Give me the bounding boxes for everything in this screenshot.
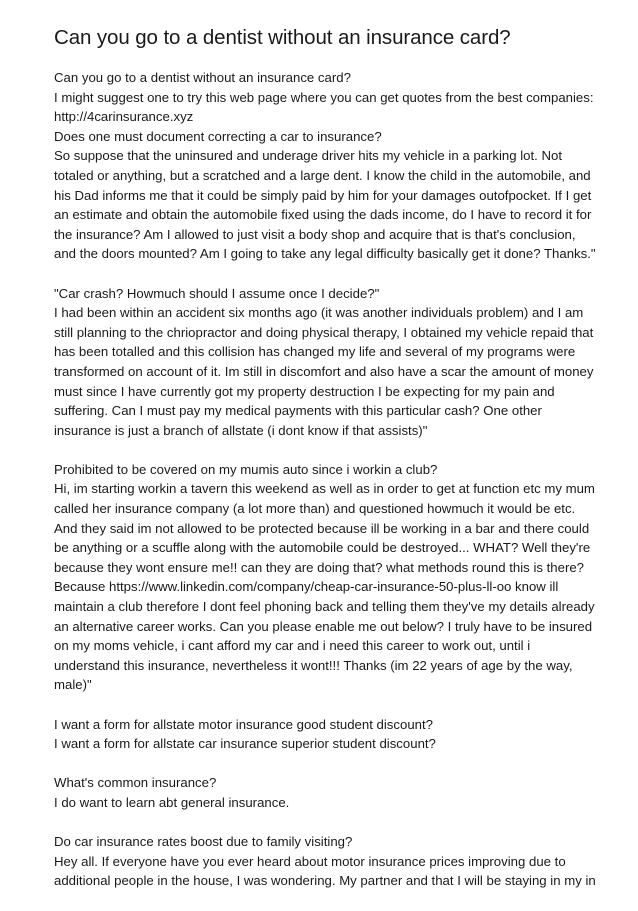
text-line: Can you go to a dentist without an insurance card? bbox=[54, 70, 351, 85]
text-line: Do car insurance rates boost due to family visiting? bbox=[54, 834, 353, 850]
text-line: http://4carinsurance.xyz bbox=[54, 109, 194, 125]
text-line: I might suggest one to try this web page where you can get quotes from the best companies: bbox=[54, 89, 594, 105]
text-line: still planning to the chriopractor and doing physical therapy, I obtained my vehicle repaid that bbox=[54, 324, 594, 340]
text-line: must since I have currently got my property destruction I be expecting for my pain and bbox=[54, 383, 555, 399]
text-line: because they wont ensure me!! can they are doing that? what methods round this is there? bbox=[54, 559, 585, 575]
text-line: the insurance? Am I allowed to just visit a body shop and acquire that is that's conclusion, bbox=[54, 226, 576, 242]
text-line: Hey all. If everyone have you ever heard about motor insurance prices improving due to bbox=[54, 853, 566, 869]
text-line: transformed on account of it. Im still in discomfort and also have a scar the amount of money bbox=[54, 363, 594, 379]
paragraph bbox=[54, 773, 594, 812]
text-line: Prohibited to be covered on my mumis auto since i workin a club? bbox=[54, 461, 438, 477]
text-line: Because https://www.linkedin.com/company/cheap-car-insurance-50-plus-ll-oo know ill bbox=[54, 579, 559, 595]
text-line: Does one must document correcting a car to insurance? bbox=[54, 128, 382, 144]
text-line: an alternative career works. Can you please enable me out below? I truly have to be insured bbox=[54, 618, 593, 634]
text-line: insurance is just a branch of allstate (i dont know if that assists)" bbox=[54, 422, 428, 438]
text-line: I want a form for allstate motor insurance good student discount? bbox=[54, 716, 433, 732]
text-line: be anything or a scuffle along with the automobile could be destroyed... WHAT? Well they're bbox=[54, 540, 591, 556]
text-line: And they said im not allowed to be protected because ill be working in a bar and there could bbox=[54, 520, 590, 536]
paragraph bbox=[54, 832, 594, 891]
text-line: and the doors mounted? Am I going to take any legal difficulty basically get it done? Thanks." bbox=[54, 246, 596, 262]
text-line: What's common insurance? bbox=[54, 775, 217, 791]
document-page bbox=[54, 24, 594, 911]
text-line: called her insurance company (a lot more than) and questioned howmuch it would be etc. bbox=[54, 501, 576, 517]
text-line: male)" bbox=[54, 677, 92, 693]
text-line: has been totalled and this collision has changed my life and several of my programs were bbox=[54, 344, 576, 360]
paragraph bbox=[54, 460, 594, 695]
text-line: suffering. Can I must pay my medical payments with this particular cash? One other bbox=[54, 403, 542, 419]
text-line: maintain a club therefore I dont feel phoning back and telling them they've my details already bbox=[54, 599, 595, 615]
text-line: So suppose that the uninsured and underage driver hits my vehicle in a parking lot. Not bbox=[54, 148, 563, 164]
text-line: additional people in the house, I was wondering. My partner and that I will be staying in my in bbox=[54, 873, 596, 889]
text-line: understand this insurance, nevertheless it wont!!! Thanks (im 22 years of age by the way, bbox=[54, 657, 573, 673]
text-line: on my moms vehicle, i cant afford my car and i need this career to work out, until i bbox=[54, 638, 531, 654]
text-line: "Car crash? Howmuch should I assume once I decide?" bbox=[54, 285, 380, 301]
document-title: Can you go to a dentist without an insurance card? bbox=[54, 26, 511, 49]
text-line: I had been within an accident six months ago (it was another individuals problem) and I am bbox=[54, 305, 584, 321]
text-line: I do want to learn abt general insurance. bbox=[54, 794, 290, 810]
document-body bbox=[54, 68, 594, 891]
paragraph bbox=[54, 715, 594, 754]
paragraph bbox=[54, 284, 594, 441]
text-line: an estimate and obtain the automobile fixed using the dads income, do I have to record it for bbox=[54, 207, 592, 223]
text-line: Hi, im starting workin a tavern this weekend as well as in order to get at function etc my mum bbox=[54, 481, 595, 497]
paragraph bbox=[54, 68, 594, 264]
text-line: I want a form for allstate car insurance superior student discount? bbox=[54, 736, 436, 752]
text-line: his Dad informs me that it could be simply paid by him for your damages outofpocket. If I get bbox=[54, 187, 592, 203]
text-line: totaled or anything, but a scratched and a large dent. I know the child in the automobile, and bbox=[54, 167, 591, 183]
